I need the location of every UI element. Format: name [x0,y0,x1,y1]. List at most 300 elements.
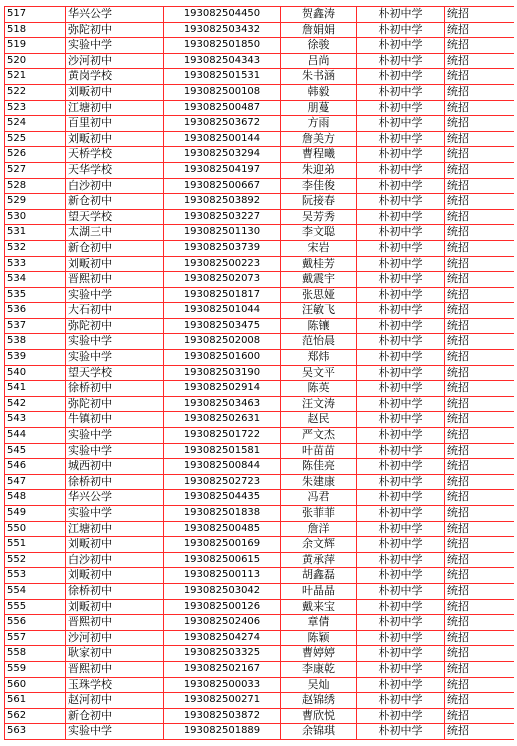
table-row [5,428,515,444]
exam-number-cell: 193082504435 [164,490,281,506]
admitted-school-cell: 朴初中学 [357,240,445,256]
admission-type-cell: 统招 [445,131,515,147]
row-index-cell: 519 [5,38,66,54]
school-cell: 牛镇初中 [66,412,164,428]
admission-type-cell: 统招 [445,661,515,677]
school-cell: 望天学校 [66,365,164,381]
admission-type-cell: 统招 [445,568,515,584]
school-cell: 望天学校 [66,209,164,225]
exam-number-cell: 193082502914 [164,381,281,397]
exam-number-cell: 193082500144 [164,131,281,147]
admission-type-cell: 统招 [445,287,515,303]
row-index-cell: 517 [5,7,66,23]
admitted-school-cell: 朴初中学 [357,490,445,506]
student-name-cell: 汪文涛 [281,396,357,412]
school-cell: 赵河初中 [66,693,164,709]
admission-type-cell: 统招 [445,365,515,381]
table-row [5,474,515,490]
exam-number-cell: 193082504450 [164,7,281,23]
student-name-cell: 曹婷婷 [281,646,357,662]
exam-number-cell: 193082502406 [164,615,281,631]
school-cell: 实验中学 [66,350,164,366]
school-cell: 徐桥初中 [66,474,164,490]
admission-type-cell: 统招 [445,272,515,288]
admission-type-cell: 统招 [445,459,515,475]
admitted-school-cell: 朴初中学 [357,256,445,272]
row-index-cell: 563 [5,724,66,740]
exam-number-cell: 193082503190 [164,365,281,381]
admission-type-cell: 统招 [445,552,515,568]
school-cell: 刘畈初中 [66,131,164,147]
table-row [5,521,515,537]
admission-type-cell: 统招 [445,396,515,412]
admission-type-cell: 统招 [445,646,515,662]
admitted-school-cell: 朴初中学 [357,350,445,366]
admitted-school-cell: 朴初中学 [357,53,445,69]
roster-sheet [4,6,514,740]
row-index-cell: 550 [5,521,66,537]
student-name-cell: 叶晶晶 [281,583,357,599]
school-cell: 白沙初中 [66,552,164,568]
row-index-cell: 543 [5,412,66,428]
admitted-school-cell: 朴初中学 [357,537,445,553]
school-cell: 晋熙初中 [66,615,164,631]
admitted-school-cell: 朴初中学 [357,552,445,568]
admission-type-cell: 统招 [445,194,515,210]
school-cell: 徐桥初中 [66,381,164,397]
table-row [5,53,515,69]
admitted-school-cell: 朴初中学 [357,724,445,740]
exam-number-cell: 193082500615 [164,552,281,568]
admitted-school-cell: 朴初中学 [357,22,445,38]
student-name-cell: 陈颖 [281,630,357,646]
student-name-cell: 戴震宇 [281,272,357,288]
school-cell: 刘畈初中 [66,599,164,615]
exam-number-cell: 193082501044 [164,303,281,319]
exam-number-cell: 193082501838 [164,506,281,522]
school-cell: 实验中学 [66,38,164,54]
exam-number-cell: 193082500169 [164,537,281,553]
admission-type-cell: 统招 [445,162,515,178]
admission-type-cell: 统招 [445,677,515,693]
admission-type-cell: 统招 [445,303,515,319]
admitted-school-cell: 朴初中学 [357,287,445,303]
table-row [5,100,515,116]
row-index-cell: 545 [5,443,66,459]
table-row [5,630,515,646]
school-cell: 玉珠学校 [66,677,164,693]
table-row [5,724,515,740]
admission-type-cell: 统招 [445,240,515,256]
table-row [5,256,515,272]
school-cell: 刘畈初中 [66,84,164,100]
exam-number-cell: 193082503672 [164,116,281,132]
row-index-cell: 533 [5,256,66,272]
student-name-cell: 吕尚 [281,53,357,69]
row-index-cell: 542 [5,396,66,412]
admitted-school-cell: 朴初中学 [357,521,445,537]
admission-type-cell: 统招 [445,225,515,241]
admitted-school-cell: 朴初中学 [357,396,445,412]
table-row [5,194,515,210]
exam-number-cell: 193082500485 [164,521,281,537]
table-row [5,646,515,662]
exam-number-cell: 193082500126 [164,599,281,615]
exam-number-cell: 193082504197 [164,162,281,178]
admission-table [4,6,514,740]
admitted-school-cell: 朴初中学 [357,147,445,163]
student-name-cell: 詹美方 [281,131,357,147]
row-index-cell: 535 [5,287,66,303]
admitted-school-cell: 朴初中学 [357,116,445,132]
row-index-cell: 522 [5,84,66,100]
exam-number-cell: 193082503463 [164,396,281,412]
row-index-cell: 531 [5,225,66,241]
school-cell: 黄岗学校 [66,69,164,85]
admitted-school-cell: 朴初中学 [357,693,445,709]
table-row [5,225,515,241]
student-name-cell: 张思娅 [281,287,357,303]
admission-type-cell: 统招 [445,53,515,69]
table-row [5,506,515,522]
table-row [5,69,515,85]
table-row [5,568,515,584]
admitted-school-cell: 朴初中学 [357,599,445,615]
admission-type-cell: 统招 [445,147,515,163]
admission-type-cell: 统招 [445,178,515,194]
exam-number-cell: 193082503475 [164,318,281,334]
row-index-cell: 529 [5,194,66,210]
exam-number-cell: 193082500113 [164,568,281,584]
admitted-school-cell: 朴初中学 [357,677,445,693]
school-cell: 江塘初中 [66,100,164,116]
exam-number-cell: 193082501817 [164,287,281,303]
row-index-cell: 530 [5,209,66,225]
student-name-cell: 贺鑫涛 [281,7,357,23]
school-cell: 徐桥初中 [66,583,164,599]
table-row [5,116,515,132]
table-row [5,84,515,100]
row-index-cell: 561 [5,693,66,709]
row-index-cell: 556 [5,615,66,631]
student-name-cell: 李佳俊 [281,178,357,194]
student-name-cell: 朱建康 [281,474,357,490]
exam-number-cell: 193082503892 [164,194,281,210]
row-index-cell: 540 [5,365,66,381]
student-name-cell: 戴桂芳 [281,256,357,272]
admission-type-cell: 统招 [445,350,515,366]
row-index-cell: 536 [5,303,66,319]
student-name-cell: 吴芳秀 [281,209,357,225]
exam-number-cell: 193082504343 [164,53,281,69]
table-row [5,38,515,54]
exam-number-cell: 193082500271 [164,693,281,709]
student-name-cell: 曹欣悦 [281,708,357,724]
row-index-cell: 554 [5,583,66,599]
admitted-school-cell: 朴初中学 [357,7,445,23]
table-row [5,490,515,506]
admitted-school-cell: 朴初中学 [357,568,445,584]
school-cell: 弥陀初中 [66,318,164,334]
admitted-school-cell: 朴初中学 [357,615,445,631]
row-index-cell: 547 [5,474,66,490]
row-index-cell: 557 [5,630,66,646]
exam-number-cell: 193082501130 [164,225,281,241]
row-index-cell: 521 [5,69,66,85]
school-cell: 华兴公学 [66,7,164,23]
student-name-cell: 赵民 [281,412,357,428]
admitted-school-cell: 朴初中学 [357,162,445,178]
school-cell: 大石初中 [66,303,164,319]
admitted-school-cell: 朴初中学 [357,225,445,241]
school-cell: 弥陀初中 [66,22,164,38]
student-name-cell: 黄承萍 [281,552,357,568]
admitted-school-cell: 朴初中学 [357,365,445,381]
row-index-cell: 559 [5,661,66,677]
admission-type-cell: 统招 [445,693,515,709]
row-index-cell: 539 [5,350,66,366]
student-name-cell: 詹娟娟 [281,22,357,38]
table-row [5,599,515,615]
admission-type-cell: 统招 [445,615,515,631]
table-row [5,334,515,350]
admitted-school-cell: 朴初中学 [357,100,445,116]
school-cell: 实验中学 [66,428,164,444]
exam-number-cell: 193082500487 [164,100,281,116]
admission-type-cell: 统招 [445,100,515,116]
admitted-school-cell: 朴初中学 [357,646,445,662]
school-cell: 实验中学 [66,287,164,303]
row-index-cell: 537 [5,318,66,334]
admitted-school-cell: 朴初中学 [357,428,445,444]
row-index-cell: 552 [5,552,66,568]
row-index-cell: 555 [5,599,66,615]
school-cell: 刘畈初中 [66,256,164,272]
admission-type-cell: 统招 [445,334,515,350]
school-cell: 白沙初中 [66,178,164,194]
school-cell: 新仓初中 [66,240,164,256]
school-cell: 耿家初中 [66,646,164,662]
admission-type-cell: 统招 [445,506,515,522]
exam-number-cell: 193082500033 [164,677,281,693]
student-name-cell: 吴文平 [281,365,357,381]
table-row [5,350,515,366]
exam-number-cell: 193082502631 [164,412,281,428]
admitted-school-cell: 朴初中学 [357,506,445,522]
admitted-school-cell: 朴初中学 [357,84,445,100]
student-name-cell: 张菲菲 [281,506,357,522]
school-cell: 太湖三中 [66,225,164,241]
table-row [5,162,515,178]
student-name-cell: 曹程曦 [281,147,357,163]
exam-number-cell: 193082503872 [164,708,281,724]
exam-number-cell: 193082503294 [164,147,281,163]
school-cell: 实验中学 [66,506,164,522]
student-name-cell: 李文聪 [281,225,357,241]
admitted-school-cell: 朴初中学 [357,194,445,210]
table-row [5,583,515,599]
admission-type-cell: 统招 [445,724,515,740]
student-name-cell: 宋岩 [281,240,357,256]
exam-number-cell: 193082500223 [164,256,281,272]
school-cell: 城西初中 [66,459,164,475]
exam-number-cell: 193082503042 [164,583,281,599]
admission-type-cell: 统招 [445,583,515,599]
admitted-school-cell: 朴初中学 [357,443,445,459]
school-cell: 沙河初中 [66,630,164,646]
admitted-school-cell: 朴初中学 [357,412,445,428]
exam-number-cell: 193082502723 [164,474,281,490]
school-cell: 刘畈初中 [66,568,164,584]
row-index-cell: 528 [5,178,66,194]
school-cell: 天华学校 [66,162,164,178]
admission-type-cell: 统招 [445,38,515,54]
school-cell: 新仓初中 [66,194,164,210]
exam-number-cell: 193082500844 [164,459,281,475]
student-name-cell: 范怡晨 [281,334,357,350]
exam-number-cell: 193082504274 [164,630,281,646]
exam-number-cell: 193082500108 [164,84,281,100]
exam-number-cell: 193082503227 [164,209,281,225]
exam-number-cell: 193082501722 [164,428,281,444]
admitted-school-cell: 朴初中学 [357,661,445,677]
student-name-cell: 陈佳亮 [281,459,357,475]
school-cell: 百里初中 [66,116,164,132]
student-name-cell: 方雨 [281,116,357,132]
student-name-cell: 朱迎弟 [281,162,357,178]
admitted-school-cell: 朴初中学 [357,318,445,334]
table-row [5,178,515,194]
school-cell: 江塘初中 [66,521,164,537]
row-index-cell: 558 [5,646,66,662]
table-row [5,272,515,288]
admitted-school-cell: 朴初中学 [357,630,445,646]
row-index-cell: 553 [5,568,66,584]
student-name-cell: 韩毅 [281,84,357,100]
admission-type-cell: 统招 [445,443,515,459]
admitted-school-cell: 朴初中学 [357,459,445,475]
table-row [5,443,515,459]
student-name-cell: 冯君 [281,490,357,506]
admission-type-cell: 统招 [445,22,515,38]
admission-type-cell: 统招 [445,116,515,132]
school-cell: 沙河初中 [66,53,164,69]
table-row [5,240,515,256]
table-row [5,318,515,334]
table-row [5,677,515,693]
table-row [5,615,515,631]
admitted-school-cell: 朴初中学 [357,272,445,288]
student-name-cell: 赵锦绣 [281,693,357,709]
student-name-cell: 余文辉 [281,537,357,553]
row-index-cell: 526 [5,147,66,163]
row-index-cell: 532 [5,240,66,256]
admission-type-cell: 统招 [445,474,515,490]
admitted-school-cell: 朴初中学 [357,38,445,54]
exam-number-cell: 193082502167 [164,661,281,677]
admitted-school-cell: 朴初中学 [357,178,445,194]
row-index-cell: 560 [5,677,66,693]
admission-type-cell: 统招 [445,630,515,646]
exam-number-cell: 193082501850 [164,38,281,54]
row-index-cell: 551 [5,537,66,553]
row-index-cell: 534 [5,272,66,288]
row-index-cell: 524 [5,116,66,132]
student-name-cell: 叶苗苗 [281,443,357,459]
student-name-cell: 朱书涵 [281,69,357,85]
admission-type-cell: 统招 [445,537,515,553]
table-row [5,412,515,428]
admitted-school-cell: 朴初中学 [357,381,445,397]
table-row [5,147,515,163]
admission-type-cell: 统招 [445,428,515,444]
school-cell: 天桥学校 [66,147,164,163]
admission-type-cell: 统招 [445,256,515,272]
student-name-cell: 胡鑫磊 [281,568,357,584]
exam-number-cell: 193082501581 [164,443,281,459]
student-name-cell: 戴来宝 [281,599,357,615]
admission-type-cell: 统招 [445,7,515,23]
school-cell: 华兴公学 [66,490,164,506]
school-cell: 晋熙初中 [66,661,164,677]
student-name-cell: 詹洋 [281,521,357,537]
student-name-cell: 李康乾 [281,661,357,677]
row-index-cell: 548 [5,490,66,506]
school-cell: 实验中学 [66,334,164,350]
admission-type-cell: 统招 [445,69,515,85]
row-index-cell: 520 [5,53,66,69]
table-row [5,365,515,381]
table-row [5,661,515,677]
exam-number-cell: 193082501531 [164,69,281,85]
exam-number-cell: 193082502008 [164,334,281,350]
admitted-school-cell: 朴初中学 [357,708,445,724]
row-index-cell: 546 [5,459,66,475]
row-index-cell: 541 [5,381,66,397]
admission-type-cell: 统招 [445,599,515,615]
table-row [5,381,515,397]
exam-number-cell: 193082500667 [164,178,281,194]
exam-number-cell: 193082501600 [164,350,281,366]
row-index-cell: 544 [5,428,66,444]
admitted-school-cell: 朴初中学 [357,69,445,85]
admission-type-cell: 统招 [445,209,515,225]
table-row [5,131,515,147]
student-name-cell: 汪敏飞 [281,303,357,319]
row-index-cell: 562 [5,708,66,724]
school-cell: 晋熙初中 [66,272,164,288]
row-index-cell: 523 [5,100,66,116]
row-index-cell: 527 [5,162,66,178]
school-cell: 弥陀初中 [66,396,164,412]
exam-number-cell: 193082503325 [164,646,281,662]
student-name-cell: 吴灿 [281,677,357,693]
student-name-cell: 章倩 [281,615,357,631]
exam-number-cell: 193082503739 [164,240,281,256]
student-name-cell: 徐骏 [281,38,357,54]
student-name-cell: 余锦琪 [281,724,357,740]
school-cell: 实验中学 [66,443,164,459]
admission-type-cell: 统招 [445,412,515,428]
student-name-cell: 朋蔓 [281,100,357,116]
table-row [5,287,515,303]
table-row [5,303,515,319]
admitted-school-cell: 朴初中学 [357,209,445,225]
admission-type-cell: 统招 [445,381,515,397]
school-cell: 新仓初中 [66,708,164,724]
table-body [5,7,515,740]
table-row [5,396,515,412]
